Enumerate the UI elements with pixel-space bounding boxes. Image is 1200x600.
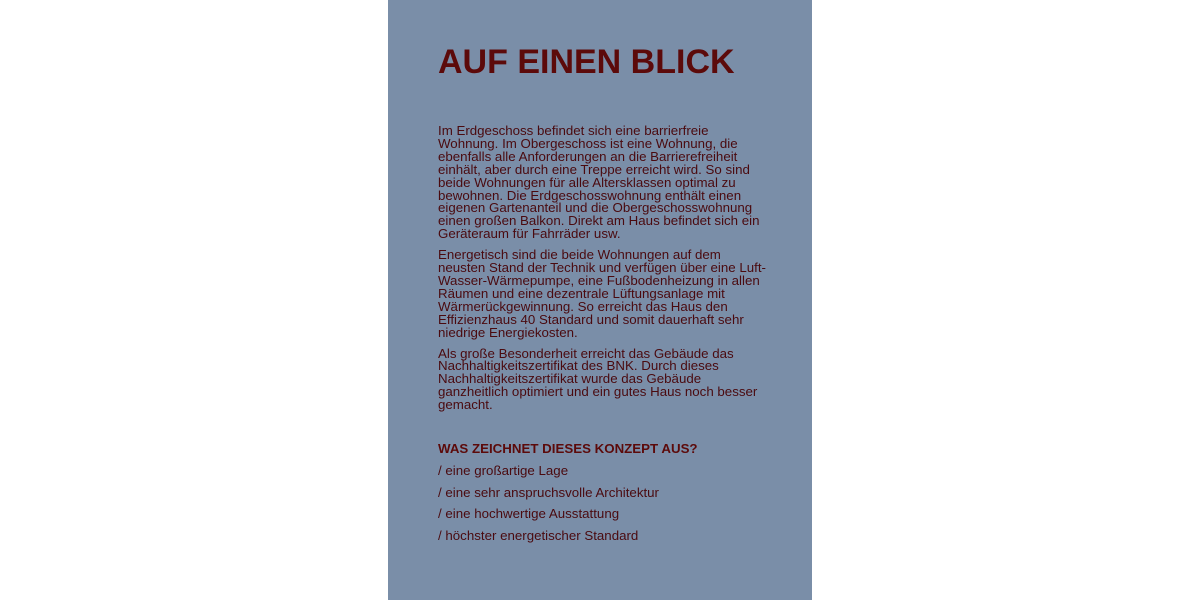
list-item: / eine hochwertige Ausstattung [438, 506, 620, 521]
paragraph-certificate: Als große Besonderheit erreicht das Gebäude das Nachhaltigkeitszertifikat des BNK. Durch dieses Nachhaltigkeitszertifikat wurde das Gebäude ganzheitlich optimiert und ein gutes Haus noch besser gemacht. [438, 345, 758, 413]
body-text [438, 125, 768, 420]
feature-list [438, 463, 659, 549]
concept-subheading: WAS ZEICHNET DIESES KONZEPT AUS? [438, 441, 698, 456]
document-page [388, 0, 812, 600]
paragraph-accessibility: Im Erdgeschoss befindet sich eine barrierfreie Wohnung. Im Obergeschoss ist eine Wohnung, die ebenfalls alle Anforderungen an die Barrierefreiheit einhält, aber durch eine Treppe erreicht wird. So sind beide Wohnungen für alle Altersklassen optimal zu bewohnen. Die Erdgeschosswohnung enthält einen eigenen Gartenanteil und die Obergeschosswohnung einen großen Balkon. Direkt am Haus befindet sich ein Geräteraum für Fahrräder usw. [438, 123, 760, 242]
list-item: / höchster energetischer Standard [438, 527, 639, 543]
list-item: / eine sehr anspruchsvolle Architektur [438, 484, 659, 500]
paragraph-energy: Energetisch sind die beide Wohnungen auf dem neusten Stand der Technik und verfügen über eine Luft-Wasser-Wärmepumpe, eine Fußbodenheizung in allen Räumen und eine dezentrale Lüftungsanlage mit Wärmerückgewinnung. So erreicht das Haus den Effizienzhaus 40 Standard und somit dauerhaft sehr niedrige Energiekosten. [438, 247, 766, 340]
list-item: / eine großartige Lage [438, 463, 569, 478]
page-title: AUF EINEN BLICK [438, 43, 735, 81]
